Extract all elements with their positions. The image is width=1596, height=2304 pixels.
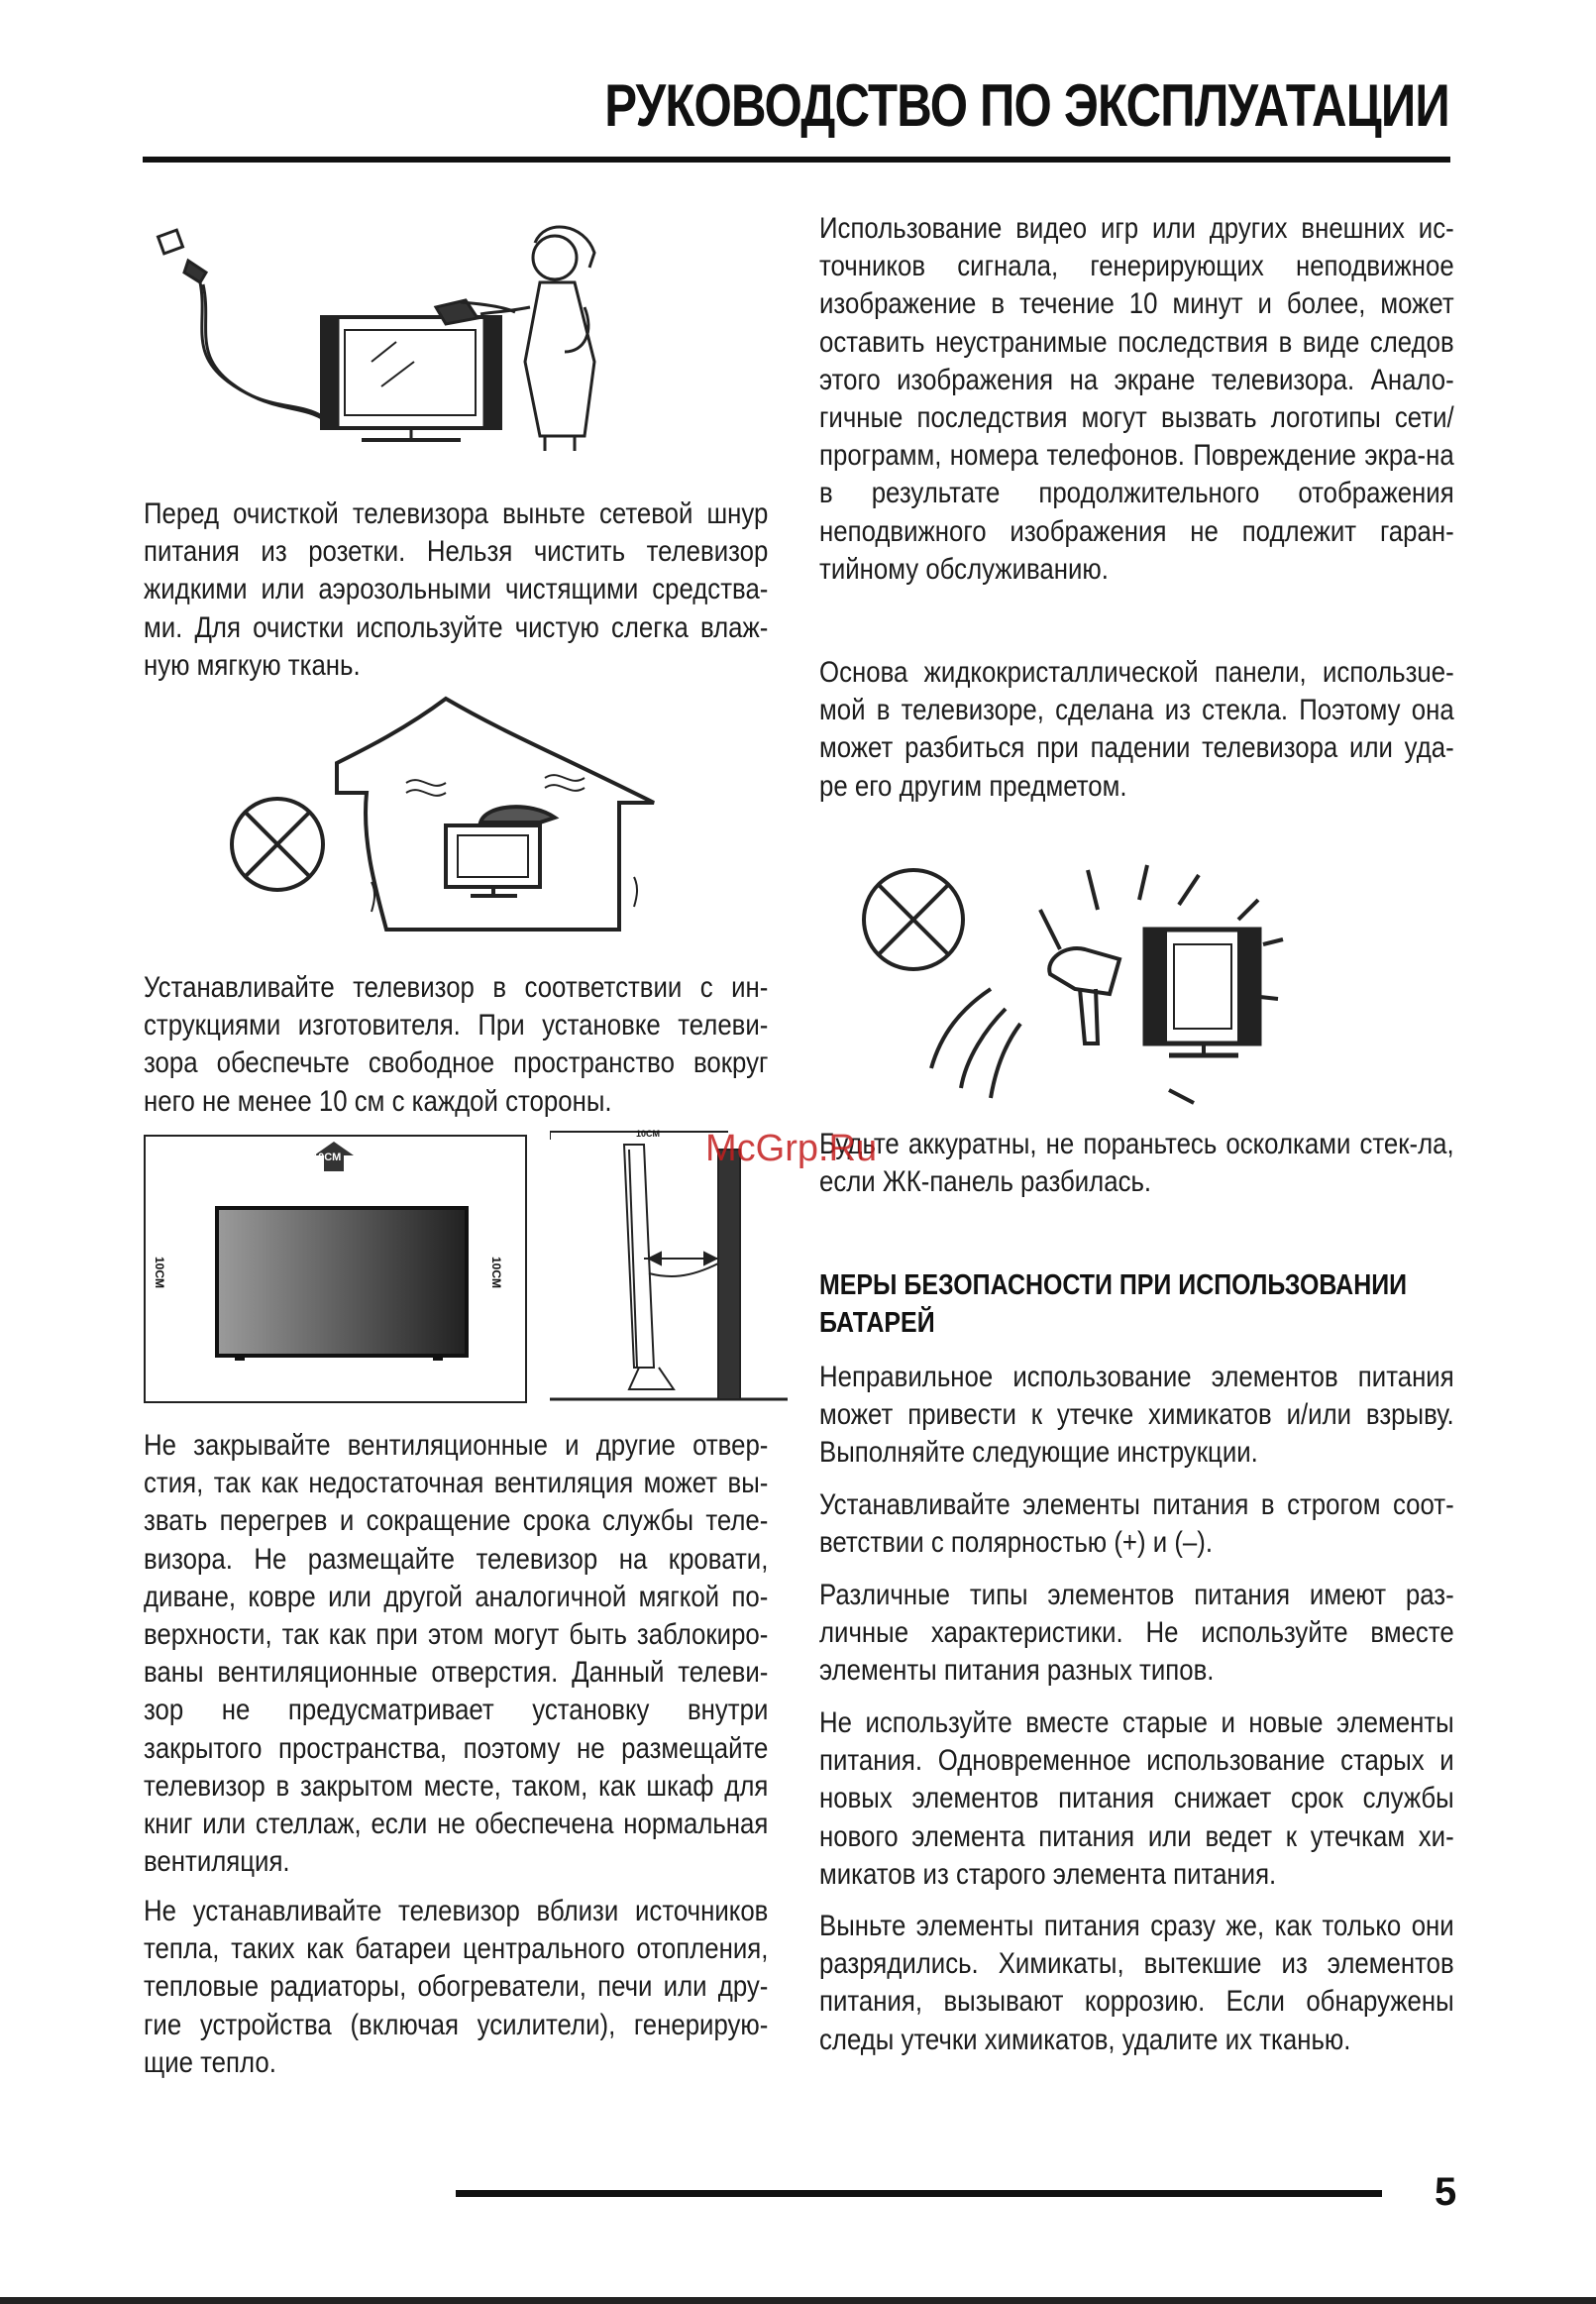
clearance-right-label: 10CM bbox=[489, 1256, 504, 1289]
glass-paragraph: Основа жидкокристаллической панели, использue-мой в телевизоре, сделана из стекла. Поэтому она может разбиться при падении телевизора или уда-ре его другим предметом. bbox=[819, 656, 1454, 803]
clearance-front-diagram bbox=[144, 1135, 527, 1403]
page-title: РУКОВОДСТВО ПО ЭКСПЛУАТАЦИИ bbox=[604, 72, 1449, 139]
header-rule bbox=[143, 157, 1450, 163]
tv-foot-left bbox=[235, 1355, 245, 1361]
battery-types-paragraph: Различные типы элементов питания имеют раз-личные характеристики. Не используйте вместе элементы питания разных типов. bbox=[819, 1579, 1454, 1688]
cleaning-illustration bbox=[149, 213, 604, 456]
clearance-side-diagram bbox=[550, 1130, 788, 1402]
heat-paragraph: Не устанавливайте телевизор вблизи источников тепла, таких как батареи центрального отопления, тепловые радиаторы, обогреватели, печи или дру-гие устройства (включая усилители), генерирую-щие тепло. bbox=[144, 1895, 769, 2079]
house-illustration bbox=[228, 694, 664, 936]
clearance-left-label: 10CM bbox=[153, 1256, 167, 1289]
ventilation-paragraph: Не закрывайте вентиляционные и другие отвер-стия, так как недостаточная вентиляция может вы-звать перегрев и сокращение срока службы теле-визора. Не размещайте телевизор на кровати, диване, ковре или другой аналогичной мягкой по-верхности, так как при этом могут быть заблокиро-ваны вентиляционные отверстия. Данный телеви-зор не предусматривает установку внутри закрытого пространства, поэтому не размещайте телевизор в закрытом месте, таком, как шкаф для книг или стеллаж, если не обеспечена нормальная вентиляция. bbox=[144, 1429, 769, 1879]
tv-panel bbox=[215, 1206, 469, 1358]
battery-old-new-paragraph: Не используйте вместе старые и новые элементы питания. Одновременное использование старых и новых элементов питания снижает срок службы нового элемента питания или ведет к утечкам хи-микатов из старого элемента питания. bbox=[819, 1706, 1454, 1891]
page-number: 5 bbox=[1435, 2170, 1457, 2214]
broken-glass-illustration bbox=[842, 860, 1357, 1108]
careful-paragraph: Будьте аккуратны, не пораньтесь осколками стек-ла, если ЖК-панель разбилась. bbox=[819, 1128, 1454, 1199]
battery-remove-paragraph: Выньте элементы питания сразу же, как только они разрядились. Химикаты, вытекшие из элементов питания, вызывают коррозию. Если обнаружены следы утечки химикатов, удалите их тканью. bbox=[819, 1910, 1454, 2056]
clearance-top-label: 10CM bbox=[312, 1152, 342, 1163]
tv-foot-right bbox=[433, 1355, 443, 1361]
battery-intro-paragraph: Неправильное использование элементов питания может привести к утечке химикатов и/или взрыву. Выполняйте следующие инструкции. bbox=[819, 1361, 1454, 1470]
clearance-side-label: 10CM bbox=[636, 1129, 661, 1139]
battery-polarity-paragraph: Устанавливайте элементы питания в строгом соот-ветствии с полярностью (+) и (–). bbox=[819, 1488, 1454, 1560]
battery-safety-heading: МЕРЫ БЕЗОПАСНОСТИ ПРИ ИСПОЛЬЗОВАНИИ БАТАРЕЙ bbox=[819, 1269, 1408, 1339]
footer-rule bbox=[456, 2190, 1382, 2197]
clearance-top-arrow bbox=[314, 1142, 354, 1171]
install-paragraph: Устанавливайте телевизор в соответствии с ин-струкциями изготовителя. При установке телеви-зора обеспечьте свободное пространство вокруг него не менее 10 см с каждой стороны. bbox=[144, 971, 769, 1118]
cleaning-paragraph: Перед очисткой телевизора выньте сетевой шнур питания из розетки. Нельзя чистить телевизор жидкими или аэрозольными чистящими средства-ми. Для очистки используйте чистую слегка влаж-ную мягкую ткань. bbox=[144, 497, 769, 682]
bottom-band bbox=[0, 2297, 1596, 2304]
video-games-paragraph: Использование видео игр или других внешних ис-точников сигнала, генерирующих неподвижное изображение в течение 10 минут и более, может оставить неустранимые последствия в виде следов этого изображения на экране телевизора. Анало-гичные последствия могут вызвать логотипы сети/ программ, номера телефонов. Повреждение экра-на в результате продолжительного отображения неподвижного изображения не подлежит гаран-тийному обслуживанию. bbox=[819, 212, 1454, 586]
watermark-text: McGrp.Ru bbox=[705, 1128, 878, 1169]
